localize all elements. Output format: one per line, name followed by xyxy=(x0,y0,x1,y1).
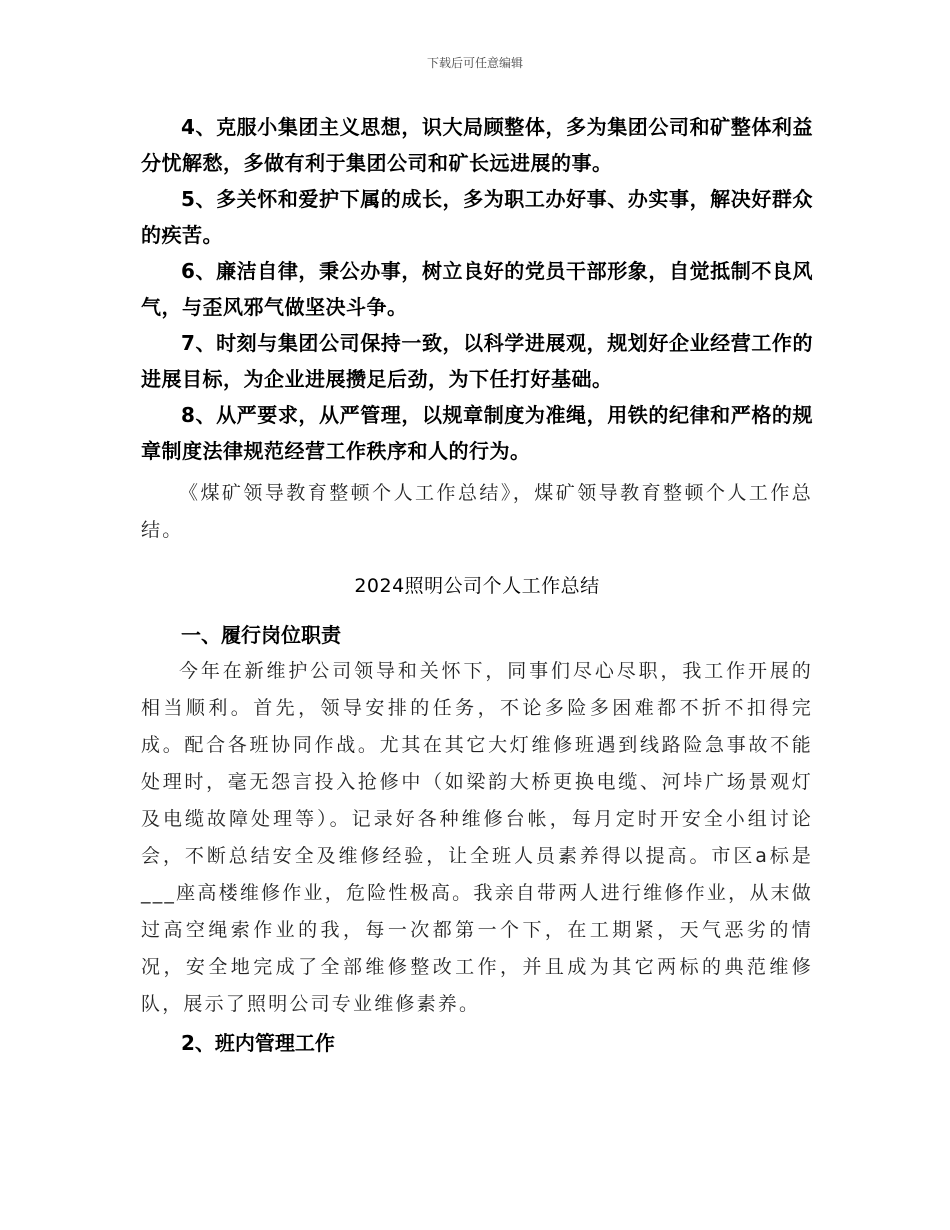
list-item: 7、时刻与集团公司保持一致，以科学进展观，规划好企业经营工作的进展目标，为企业进展攒足后劲，为下任打好基础。 xyxy=(141,331,813,391)
page-header: 下载后可任意编辑 xyxy=(426,56,523,70)
summary-paragraph: 《煤矿领导教育整顿个人工作总结》，煤矿领导教育整顿个人工作总结。 xyxy=(141,482,813,541)
list-item: 5、多关怀和爱护下属的成长，多为职工办好事、办实事，解决好群众的疾苦。 xyxy=(141,187,813,247)
list-item: 8、从严要求，从严管理，以规章制度为准绳，用铁的纪律和严格的规章制度法律规范经营工作秩序和人的行为。 xyxy=(141,403,813,463)
section-heading-1: 一、履行岗位职责 xyxy=(181,623,341,647)
list-item: 6、廉洁自律，秉公办事，树立良好的党员干部形象，自觉抵制不良风气，与歪风邪气做坚决斗争。 xyxy=(141,259,813,319)
section-heading-2: 2、班内管理工作 xyxy=(181,1031,335,1055)
section-body-1: 今年在新维护公司领导和关怀下，同事们尽心尽职，我工作开展的相当顺利。首先，领导安排的任务，不论多险多困难都不折不扣得完成。配合各班协同作战。尤其在其它大灯维修班遇到线路险急事故不能处理时，毫无怨言投入抢修中（如梁韵大桥更换电缆、河垰广场景观灯及电缆故障处理等）。记录好各种维修台帐，每月定时开安全小组讨论会，不断总结安全及维修经验，让全班人员素养得以提高。市区a标是___座高楼维修作业，危险性极高。我亲自带两人进行维修作业，从末做过高空绳索作业的我，每一次都第一个下，在工期紧，天气恶劣的情况，安全地完成了全部维修整改工作，并且成为其它两标的典范维修队，展示了照明公司专业维修素养。 xyxy=(141,660,813,1015)
document-title: 2024照明公司个人工作总结 xyxy=(354,575,600,597)
document-body xyxy=(141,109,813,1061)
list-item: 4、克服小集团主义思想，识大局顾整体，多为集团公司和矿整体利益分忧解愁，多做有利于集团公司和矿长远进展的事。 xyxy=(141,115,813,175)
